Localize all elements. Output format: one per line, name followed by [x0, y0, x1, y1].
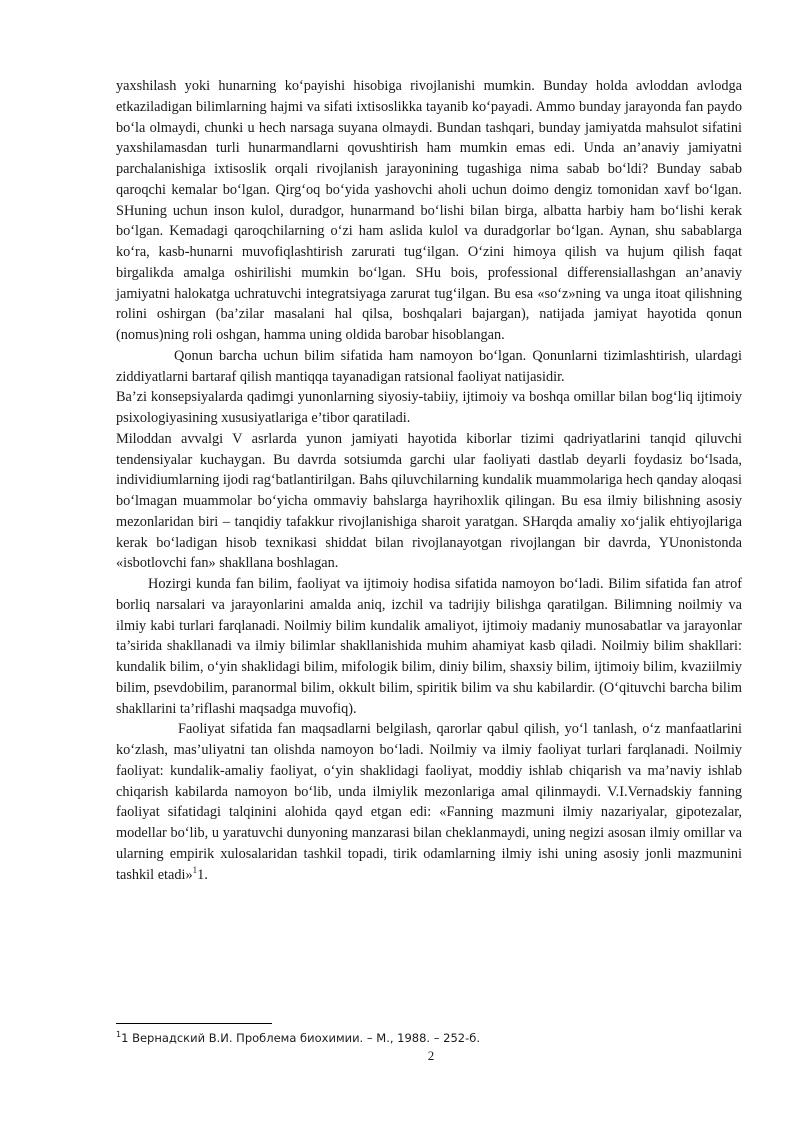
paragraph-tail: 1.: [197, 866, 208, 883]
paragraph-text: Faoliyat sifatida fan maqsadlarni belgilash, qarorlar qabul qilish, yoʻl tanlash, oʻz manfaatlarini koʻzlash, mas’uliyatni tan olishda namoyon boʻladi. Noilmiy va ilmiy faoliyat turlari farqlanadi. Noilmiy faoliyat: kundalik-amaliy faoliyat, oʻyin shaklidagi faoliyat, moddiy ishlab chiqarish va ma’naviy ishlab chiqarish kabilarda namoyon boʻlib, unda ilmiylik mezonlariga amal qilinmaydi. V.I.Vernadskiy fanning faoliyat sifatidagi talqinini alohida qayd etgan edi: «Fanning mazmuni ilmiy nazariyalar, gipotezalar, modellar boʻlib, u yaratuvchi dunyoning manzarasi bilan cheklanmaydi, uning negizi asosan ilmiy omillar va ularning empirik xulosalaridan tashkil topadi, tirik odamlarning ilmiy ishi uning asosiy jonli mazmunini tashkil etadi»: [116, 721, 742, 883]
paragraph: [116, 719, 742, 885]
page-number: 2: [427, 1048, 435, 1063]
paragraph: yaxshilash yoki hunarning koʻpayishi hisobiga rivojlanishi mumkin. Bunday holda avloddan avlodga etkaziladigan bilimlarning hajmi va sifati ixtisoslikka tayanib koʻpayadi. Ammo bunday jarayonda fan paydo boʻla olmaydi, chunki u hech narsaga suyana olmaydi. Bundan tashqari, bunday jamiyatda mahsulot sifatini yaxshilamasdan turli hunarmandlarni qovushtirish ham mumkin emas edi. Unda an’anaviy jamiyatni parchalanishiga ixtisoslik orqali rivojlanish jarayonining tugashiga nima sabab boʻldi? Bunday sabab qaroqchi kemalar boʻlgan. Qirgʻoq boʻyida yashovchi aholi uchun doimo dengiz tomonidan xavf boʻlgan. SHuning uchun inson kulol, duradgor, hunarmand boʻlishi bilan birga, albatta harbiy ham boʻlishi kerak boʻlgan. Kemadagi qaroqchilarning oʻzi ham aslida kulol va duradgorlar boʻlgan. Aynan, shu sabablarga koʻra, kasb-hunarni muvofiqlashtirish zarurati tugʻilgan. Oʻzini himoya qilish va hujum qilish faqat birgalikda amalga oshirilishi mumkin boʻlgan. SHu bois, professional differensiallashgan an’anaviy jamiyatni halokatga uchratuvchi integratsiyaga zarurat tugʻilgan. Bu esa «soʻz»ning va unga itoat qilishning rolini oshirgan (ba’zilar masalani hal qilsa, boshqalari bajargan), natijada jamiyat hayotida qonun (nomus)ning roli oshgan, hamma uning oldida barobar hisoblangan.: [116, 78, 742, 343]
paragraph: Qonun barcha uchun bilim sifatida ham namoyon boʻlgan. Qonunlarni tizimlashtirish, ulardagi ziddiyatlarni bartaraf qilish mantiqqa tayanadigan ratsional faoliyat natijasidir.: [116, 347, 742, 385]
paragraph: Ba’zi konsepsiyalarda qadimgi yunonlarning siyosiy-tabiiy, ijtimoiy va boshqa omillar bilan bogʻliq ijtimoiy psixologiyasining xususiyatlariga e’tibor qaratiladi.: [116, 389, 742, 426]
footnote-reference[interactable]: 1: [192, 864, 198, 875]
paragraph: Hozirgi kunda fan bilim, faoliyat va ijtimoiy hodisa sifatida namoyon boʻladi. Bilim sifatida fan atrof borliq narsalari va jarayonlarini amalda aniq, izchil va tadrijiy bilishga qaratilgan. Bilimning noilmiy va ilmiy kabi turlari farqlanadi. Noilmiy bilim kundalik amaliyot, ijtimoiy madaniy munosabatlar va jarayonlar ta’sirida shakllanadi va ilmiy bilimlar shakllanishida muhim ahamiyat kasb qiladi. Noilmiy bilim shakllari: kundalik bilim, oʻyin shaklidagi bilim, mifologik bilim, diniy bilim, shaxsiy bilim, ijtimoiy bilim, kvaziilmiy bilim, psevdobilim, paranormal bilim, okkult bilim, spiritik bilim va shu kabilardir. (Oʻqituvchi barcha bilim shakllarini ta’riflashi maqsadga muvofiq).: [116, 576, 742, 717]
footnote-separator: [116, 1023, 272, 1024]
body-text: [116, 76, 742, 885]
footnote-mark: 1: [116, 1030, 122, 1040]
footnote-text: 1 Вернадский В.И. Проблема биохимии. – М., 1988. – 252-б.: [121, 1031, 480, 1045]
footnote: [116, 1031, 742, 1046]
paragraph: Miloddan avvalgi V asrlarda yunon jamiyati hayotida kiborlar tizimi qadriyatlarini tanqid qiluvchi tendensiyalar kuchaygan. Bu davrda sotsiumda garchi ular faoliyati dastlab deyarli foydasiz boʻlsada, individiumlarning ijodi ragʻbatlantirilgan. Bahs qiluvchilarning kundalik muammolariga hech qanday aloqasi boʻlmagan muammolar boʻyicha ommaviy bahslarga hayrihoxlik qilingan. Bu esa ilmiy bilishning asosiy mezonlaridan biri – tanqidiy tafakkur rivojlanishiga sharoit yaratgan. SHarqda amaliy xoʻjalik ehtiyojlariga kerak boʻladigan hisob texnikasi shiddat bilan rivojlanayotgan rivojlangan bir davrda, YUnonistonda «isbotlovchi fan» shakllana boshlagan.: [116, 430, 742, 572]
